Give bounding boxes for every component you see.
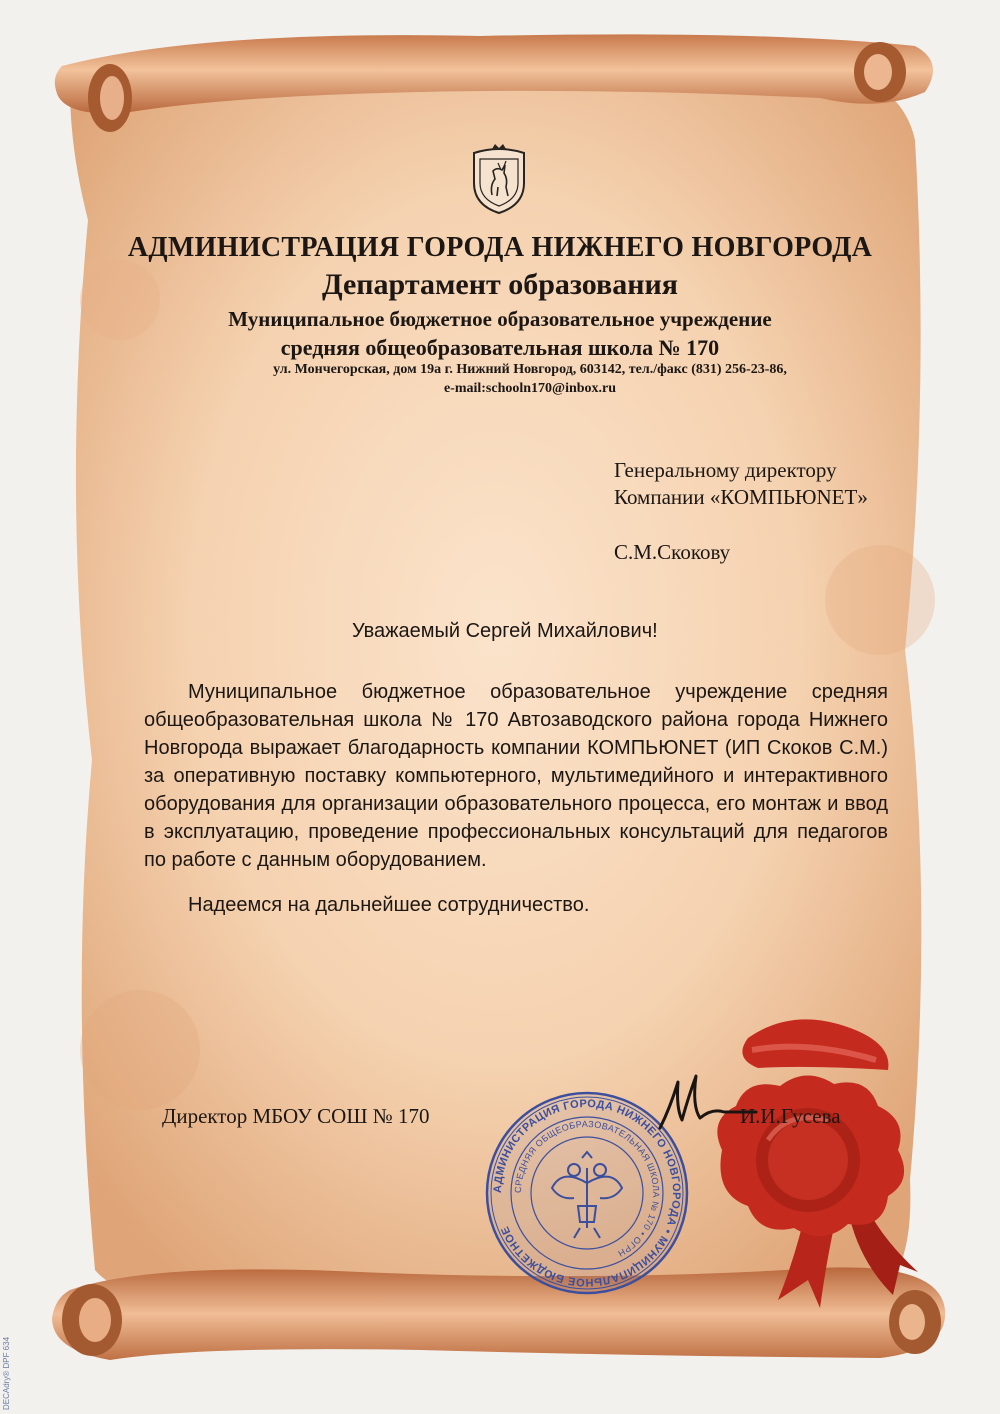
- letter-body: Муниципальное бюджетное образовательное учреждение средняя общеобразовательная школа № 170 Автозаводского района города Нижнего Новгорода выражает благодарность компании КОМПЬЮNET (ИП Скоков С.М.) за оперативную поставку компьютерного, мультимедийного и интерактивного оборудования для организации образовательного процесса, его монтаж и ввод в эксплуатацию, проведение профессиональных консультаций для педагогов по работе с данным оборудованием.: [144, 681, 888, 871]
- recipient-company: Компании «КОМПЬЮNET»: [614, 485, 868, 509]
- administration-heading: АДМИНИСТРАЦИЯ ГОРОДА НИЖНЕГО НОВГОРОДА: [127, 232, 873, 263]
- institution-line-2: средняя общеобразовательная школа № 170: [280, 335, 720, 360]
- department-heading: Департамент образования: [321, 268, 679, 301]
- svg-text:СРЕДНЯЯ ОБЩЕОБРАЗОВАТЕЛЬНАЯ ШК: СРЕДНЯЯ ОБЩЕОБРАЗОВАТЕЛЬНАЯ ШКОЛА № 170 • ОГРН: [512, 1118, 662, 1259]
- recipient-name: С.М.Скокову: [614, 540, 731, 564]
- institution-line-1: Муниципальное бюджетное образовательное учреждение: [228, 307, 772, 331]
- signer-name: И.И.Гусева: [740, 1104, 841, 1128]
- nizhny-novgorod-coat-of-arms-icon: [468, 143, 530, 215]
- address-line-2-email: e-mail:schooln170@inbox.ru: [443, 381, 617, 396]
- address-line-1: ул. Мончегорская, дом 19а г. Нижний Новгород, 603142, тел./факс (831) 256-23-86,: [273, 362, 787, 377]
- red-wax-seal-icon: [688, 1010, 918, 1310]
- recipient-title: Генеральному директору: [614, 458, 837, 482]
- director-title: Директор МБОУ СОШ № 170: [162, 1104, 430, 1128]
- svg-text:АДМИНИСТРАЦИЯ ГОРОДА НИЖНЕГО Н: АДМИНИСТРАЦИЯ ГОРОДА НИЖНЕГО НОВГОРОДА • МУНИЦИПАЛЬНОЕ БЮДЖЕТНОЕ: [491, 1097, 683, 1289]
- closing-line: Надеемся на дальнейшее сотрудничество.: [188, 894, 590, 916]
- paper-brand-note: DECAdry® DPF 634: [2, 1336, 11, 1410]
- greeting: Уважаемый Сергей Михайлович!: [352, 620, 658, 642]
